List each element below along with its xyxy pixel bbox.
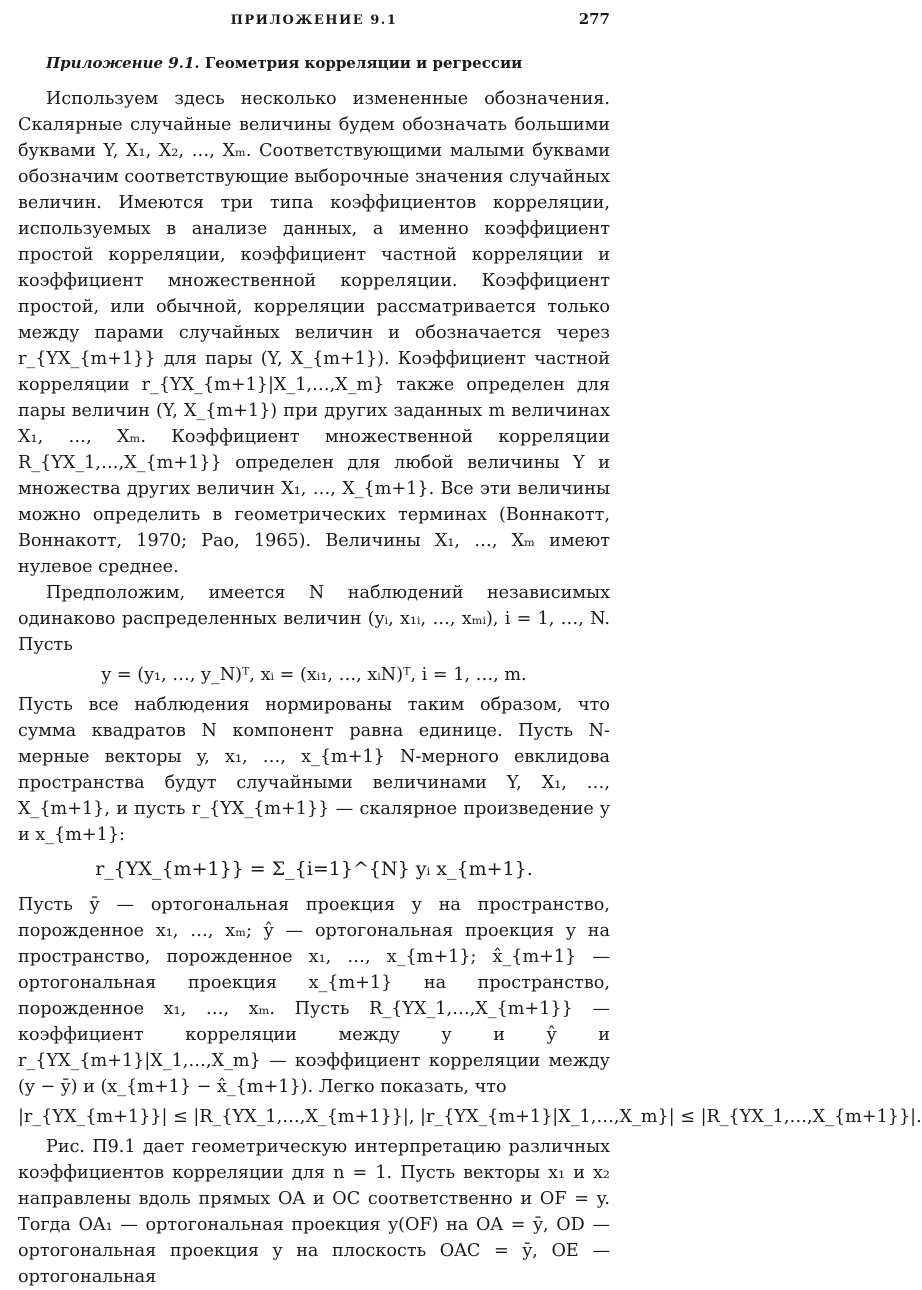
running-head-title: ПРИЛОЖЕНИЕ 9.1 <box>230 12 398 28</box>
page-number: 277 <box>578 10 610 28</box>
running-head <box>18 8 610 32</box>
body-text <box>18 86 922 1290</box>
equation-inequalities: |r_{YX_{m+1}}| ≤ |R_{YX_1,…,X_{m+1}}|, |r_{YX_{m+1}|X_1,…,X_m}| ≤ |R_{YX_1,…,X_{m+1}}|. <box>18 1107 922 1127</box>
paragraph-observations: Предположим, имеется N наблюдений независимых одинаково распределенных величин (yᵢ, x₁ᵢ, …, xₘᵢ), i = 1, …, N. Пусть <box>18 583 610 655</box>
equation-scalar-product: r_{YX_{m+1}} = Σ_{i=1}^{N} yᵢ x_{m+1}. <box>95 858 533 880</box>
section-heading <box>46 54 610 72</box>
paragraph-notation: Используем здесь несколько измененные обозначения. Скалярные случайные величины будем обозначать большими буквами Y, X₁, X₂, …, Xₘ. Соответствующими малыми буквами обозначим соответствующие выборочные значения случайных величин. Имеются три типа коэффициентов корреляции, используемых в анализе данных, а именно коэффициент простой корреляции, коэффициент частной корреляции и коэффициент множественной корреляции. Коэффициент простой, или обычной, корреляции рассматривается только между парами случайных величин и обозначается через r_{YX_{m+1}} для пары (Y, X_{m+1}). Коэффициент частной корреляции r_{YX_{m+1}|X_1,…,X_m} также определен для пары величин (Y, X_{m+1}) при других заданных m величинах X₁, …, Xₘ. Коэффициент множественной корреляции R_{YX_1,…,X_{m+1}} определен для любой величины Y и множества других величин X₁, …, X_{m+1}. Все эти величины можно определить в геометрических терминах (Воннакотт, Воннакотт, 1970; Рао, 1965). Величины X₁, …, Xₘ имеют нулевое среднее. <box>18 89 610 577</box>
paragraph-normalization: Пусть все наблюдения нормированы таким образом, что сумма квадратов N компонент равна единице. Пусть N-мерные векторы y, x₁, …, x_{m+1} N-мерного евклидова пространства будут случайными величинами Y, X₁, …, X_{m+1}, и пусть r_{YX_{m+1}} — скалярное произведение y и x_{m+1}: <box>18 695 610 845</box>
paragraph-figure: Рис. П9.1 дает геометрическую интерпретацию различных коэффициентов корреляции для n = 1. Пусть векторы x₁ и x₂ направлены вдоль прямых OA и OC соответственно и OF = y. Тогда OA₁ — ортогональная проекция y(OF) на OA = ȳ, OD — ортогональная проекция y на плоскость OAC = ȳ, OE — ортогональная <box>18 1137 610 1287</box>
paragraph-projections: Пусть ȳ — ортогональная проекция y на пространство, порожденное x₁, …, xₘ; ŷ — ортогональная проекция y на пространство, порожденное x₁, …, x_{m+1}; x̂_{m+1} — ортогональная проекция x_{m+1} на пространство, порожденное x₁, …, xₘ. Пусть R_{YX_1,…,X_{m+1}} — коэффициент корреляции между y и ŷ и r_{YX_{m+1}|X_1,…,X_m} — коэффициент корреляции между (y − ȳ) и (x_{m+1} − x̂_{m+1}). Легко показать, что <box>18 895 610 1097</box>
section-title: Геометрия корреляции и регрессии <box>204 54 523 72</box>
equation-vectors: y = (y₁, …, y_N)ᵀ, xᵢ = (xᵢ₁, …, xᵢN)ᵀ, i = 1, …, m. <box>101 665 527 685</box>
section-label: Приложение 9.1. <box>46 54 200 72</box>
